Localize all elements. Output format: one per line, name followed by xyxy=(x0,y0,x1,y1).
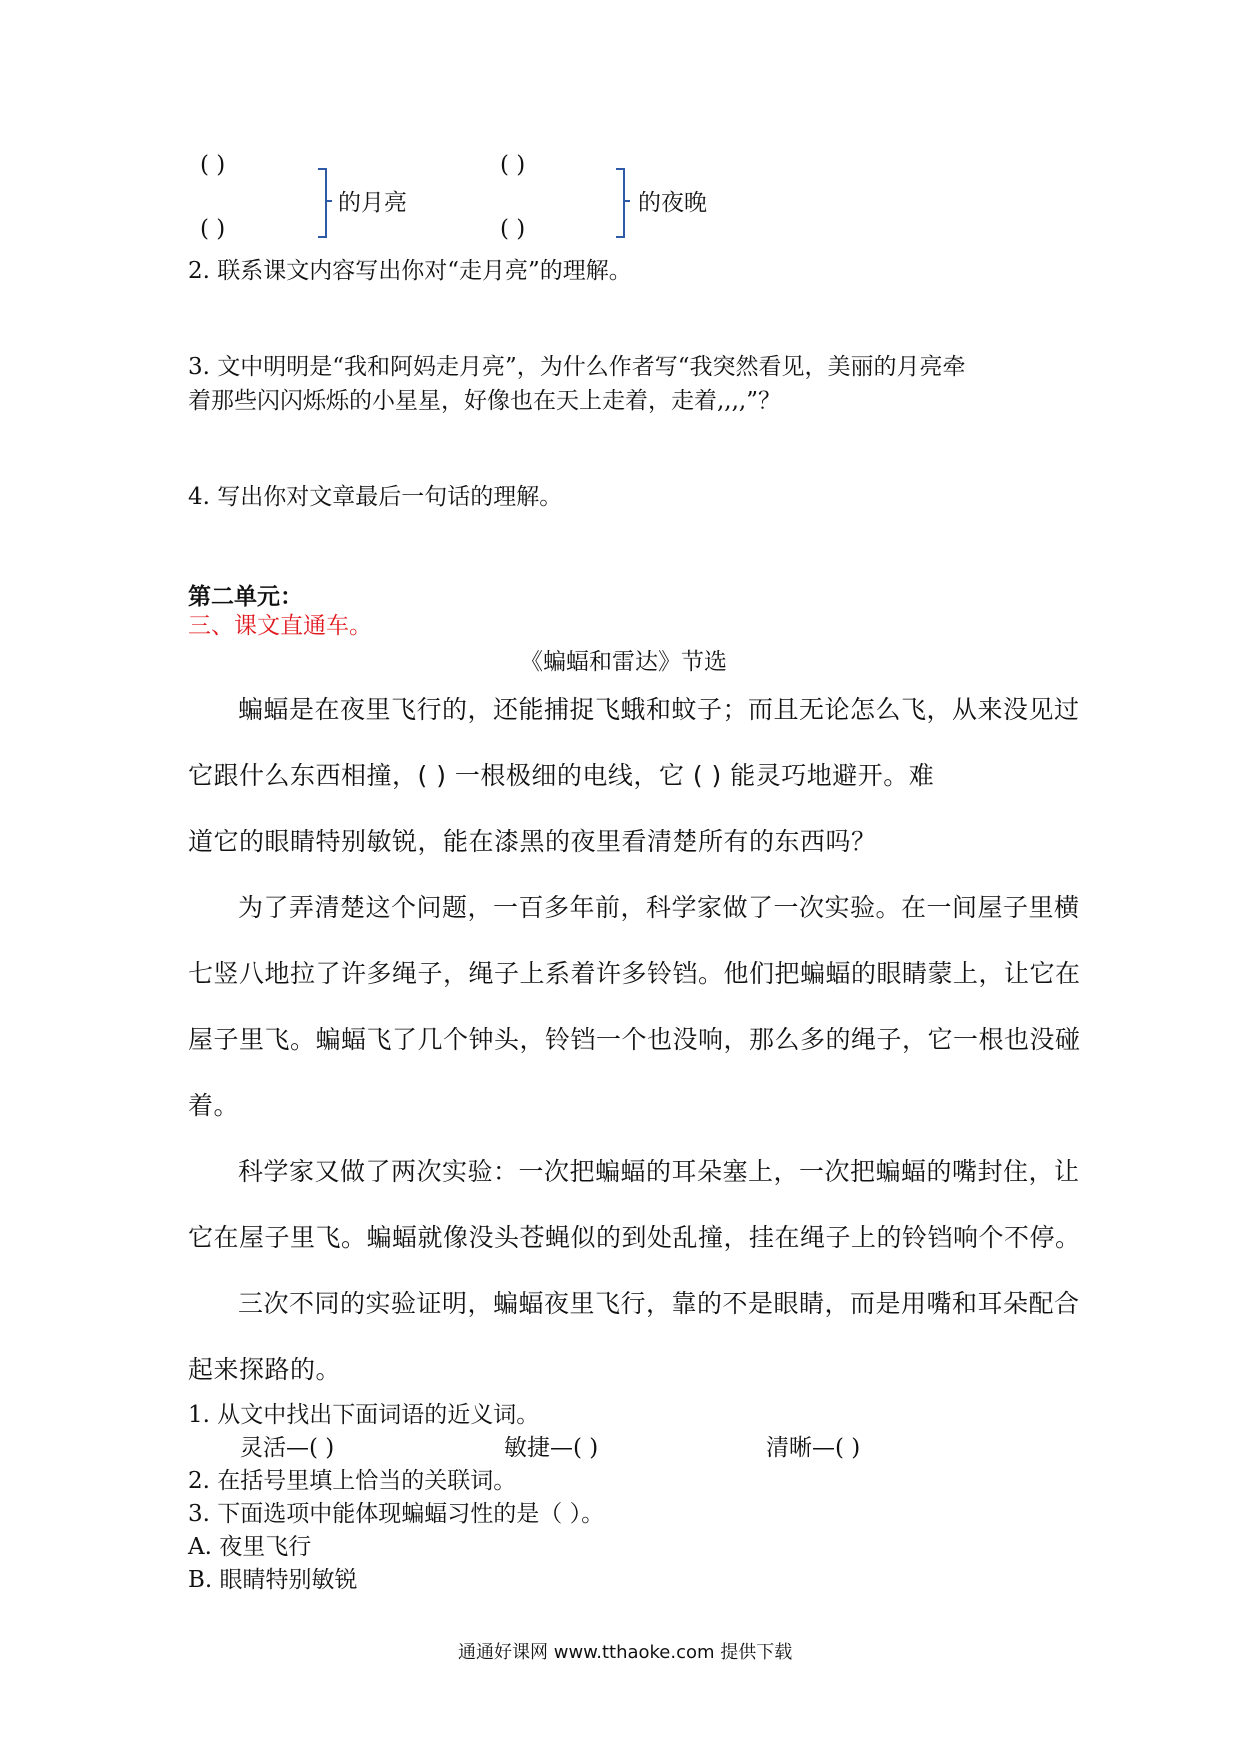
option-a[interactable]: A. 夜里飞行 xyxy=(188,1534,312,1560)
bracket-label: 的夜晚 xyxy=(638,190,707,216)
brace-icon xyxy=(616,168,625,238)
blank-paren[interactable]: ( ) xyxy=(500,216,526,242)
passage-line: 起来探路的。 xyxy=(188,1355,342,1384)
brace-icon xyxy=(318,168,327,238)
passage-line: 屋子里飞。蝙蝠飞了几个钟头，铃铛一个也没响，那么多的绳子，它一根也没碰 xyxy=(188,1025,1081,1054)
option-b[interactable]: B. 眼睛特别敏锐 xyxy=(188,1567,358,1593)
passage-line: 蝙蝠是在夜里飞行的，还能捕捉飞蛾和蚊子；而且无论怎么飞，从来没见过 xyxy=(238,695,1080,724)
bracket-label: 的月亮 xyxy=(338,190,407,216)
blank-paren[interactable]: ( ) xyxy=(500,152,526,178)
passage-line: 它在屋子里飞。蝙蝠就像没头苍蝇似的到处乱撞，挂在绳子上的铃铛响个不停。 xyxy=(188,1223,1081,1252)
brace-tick-icon xyxy=(325,200,332,202)
passage-line: 科学家又做了两次实验：一次把蝙蝠的耳朵塞上，一次把蝙蝠的嘴封住，让 xyxy=(238,1157,1080,1186)
question-1: 1. 从文中找出下面词语的近义词。 xyxy=(188,1402,540,1428)
passage-line: 三次不同的实验证明，蝙蝠夜里飞行，靠的不是眼睛，而是用嘴和耳朵配合 xyxy=(238,1289,1080,1318)
section-title: 三、课文直通车。 xyxy=(188,613,372,639)
passage-line: 着。 xyxy=(188,1091,240,1120)
passage-title: 《蝙蝠和雷达》节选 xyxy=(520,649,727,675)
question-4: 4. 写出你对文章最后一句话的理解。 xyxy=(188,484,563,510)
question-3-line2: 着那些闪闪烁烁的小星星，好像也在天上走着，走着,,,,”？ xyxy=(188,388,782,414)
passage-line: 七竖八地拉了许多绳子，绳子上系着许多铃铛。他们把蝙蝠的眼睛蒙上，让它在 xyxy=(188,959,1081,988)
synonym-blank[interactable]: 清晰—( ) xyxy=(766,1435,861,1461)
question-3-line1: 3. 文中明明是“我和阿妈走月亮”，为什么作者写“我突然看见，美丽的月亮牵 xyxy=(188,354,966,380)
question-2: 2. 在括号里填上恰当的关联词。 xyxy=(188,1468,517,1494)
blank-paren[interactable]: ( ) xyxy=(200,216,226,242)
brace-tick-icon xyxy=(623,200,630,202)
question-2: 2. 联系课文内容写出你对“走月亮”的理解。 xyxy=(188,258,632,284)
passage-line: 为了弄清楚这个问题，一百多年前，科学家做了一次实验。在一间屋子里横 xyxy=(238,893,1080,922)
passage-line: 它跟什么东西相撞，( ) 一根极细的电线，它 ( ) 能灵巧地避开。难 xyxy=(188,761,935,790)
unit-title: 第二单元： xyxy=(188,583,303,610)
passage-line: 道它的眼睛特别敏锐，能在漆黑的夜里看清楚所有的东西吗？ xyxy=(188,827,877,856)
footer-text: 通通好课网 www.tthaoke.com 提供下载 xyxy=(458,1642,793,1663)
blank-paren[interactable]: ( ) xyxy=(200,152,226,178)
synonym-blank[interactable]: 灵活—( ) xyxy=(240,1435,335,1461)
synonym-blank[interactable]: 敏捷—( ) xyxy=(504,1435,599,1461)
question-3: 3. 下面选项中能体现蝙蝠习性的是（ ）。 xyxy=(188,1501,605,1527)
